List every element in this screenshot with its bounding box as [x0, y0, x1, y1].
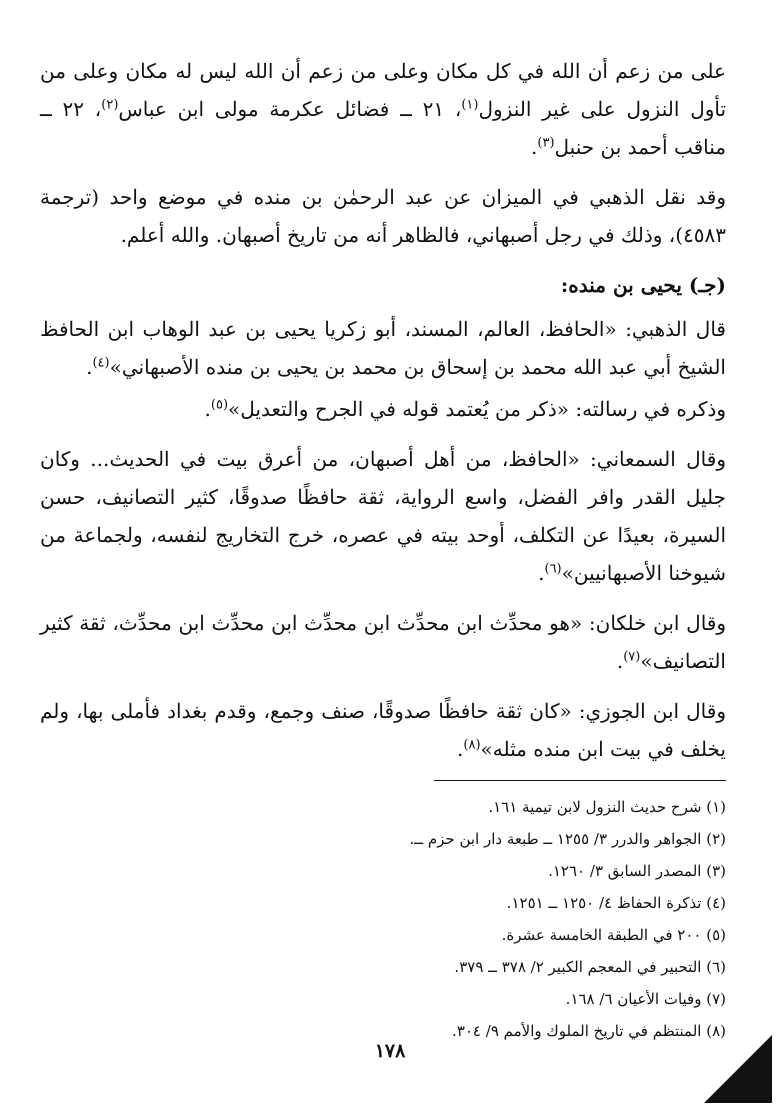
footnote-reference: (٧): [623, 649, 641, 665]
paragraph: [40, 604, 726, 680]
paragraph-text: .: [538, 561, 545, 585]
paragraph-text: وقال ابن خلكان: «هو محدِّث ابن محدِّث ابن محدِّث ابن محدِّث ابن محدِّث، ثقة كثير التصانيف»: [40, 611, 726, 673]
paragraph-text: .: [86, 355, 93, 379]
paragraph-text: على من زعم أن الله في كل مكان وعلى من زعم أن الله ليس له مكان وعلى من تأول النزول على غير النزول: [40, 59, 727, 121]
paragraph-text: .: [531, 135, 538, 159]
footnote-item: (٢) الجواهر والدرر ٣/ ١٢٥٥ ــ طبعة دار ابن حزم ــ.: [409, 830, 726, 848]
footnote-item: (٧) وفيات الأعيان ٦/ ١٦٨.: [565, 990, 726, 1008]
footnote-item: (١) شرح حديث النزول لابن تيمية ١٦١.: [488, 798, 726, 816]
footnote-reference: (١): [461, 97, 479, 113]
footnote-reference: (٣): [537, 135, 555, 151]
footnote-reference: (٢): [101, 97, 119, 113]
footnote-item: (٦) التحبير في المعجم الكبير ٢/ ٣٧٨ ــ ٣٧٩.: [454, 958, 726, 976]
paragraph-text: ، ٢١ ــ فضائل عكرمة مولى ابن عباس: [118, 97, 462, 121]
footnote-reference: (٦): [544, 561, 562, 577]
paragraph-text: وقال السمعاني: «الحافظ، من أهل أصبهان، من أعرق بيت في الحديث... وكان جليل القدر وافر الفضل، واسع الرواية، ثقة حافظًا صدوقًا، كثير التصانيف، حسن السيرة، بعيدًا عن التكلف، أوحد بيته في عصره، خرج التخاريج لنفسه، ولجماعة من شيوخنا الأصبهانيين»: [40, 447, 726, 585]
section-body: [40, 310, 726, 768]
intro-block: [40, 52, 726, 254]
footnote-item: (٣) المصدر السابق ٣/ ١٢٦٠.: [548, 862, 726, 880]
paragraph-text: قال الذهبي: «الحافظ، العالم، المسند، أبو زكريا يحيى بن عبد الوهاب ابن الحافظ الشيخ أبي عبد الله محمد بن إسحاق بن محمد بن يحيى بن منده الأصبهاني»: [40, 317, 726, 379]
paragraph-text: .: [204, 397, 211, 421]
paragraph-text: وقد نقل الذهبي في الميزان عن عبد الرحمٰن بن منده في موضع واحد (ترجمة ٤٥٨٣)، وذلك في رجل أصبهاني، فالظاهر أنه من تاريخ أصبهان. والله أعلم.: [40, 185, 726, 247]
paragraph-text: ، ٢٢ ــ مناقب أحمد بن حنبل: [40, 97, 726, 159]
footnote-item: (٥) ٢٠٠ في الطبقة الخامسة عشرة.: [501, 926, 726, 944]
section-heading: (جـ) يحيى بن منده:: [560, 273, 726, 297]
paragraph: [40, 440, 726, 592]
paragraph: [40, 52, 726, 166]
page-number: ١٧٨: [374, 1040, 406, 1062]
paragraph: [40, 178, 726, 254]
paragraph-text: وذكره في رسالته: «ذكر من يُعتمد قوله في الجرح والتعديل»: [228, 397, 726, 421]
footnote-item: (٨) المنتظم في تاريخ الملوك والأمم ٩/ ٣٠٤.: [452, 1022, 726, 1040]
footnote-item: (٤) تذكرة الحفاظ ٤/ ١٢٥٠ ــ ١٢٥١.: [506, 894, 726, 912]
paragraph: [40, 390, 726, 428]
paragraph-text: .: [616, 649, 624, 673]
paragraph: [40, 310, 726, 386]
paragraph-text: .: [457, 737, 464, 761]
page-corner-mark: [704, 1035, 772, 1103]
paragraph: [40, 692, 726, 768]
footnote-separator: [434, 780, 726, 781]
footnotes-list: [40, 791, 726, 1047]
footnote-reference: (٨): [463, 737, 481, 753]
page-body: [40, 52, 726, 1047]
footnote-reference: (٥): [210, 397, 229, 413]
footnote-reference: (٤): [92, 355, 110, 371]
paragraph-text: وقال ابن الجوزي: «كان ثقة حافظًا صدوقًا، صنف وجمع، وقدم بغداد فأملى بها، ولم يخلف في بيت ابن منده مثله»: [40, 699, 726, 761]
